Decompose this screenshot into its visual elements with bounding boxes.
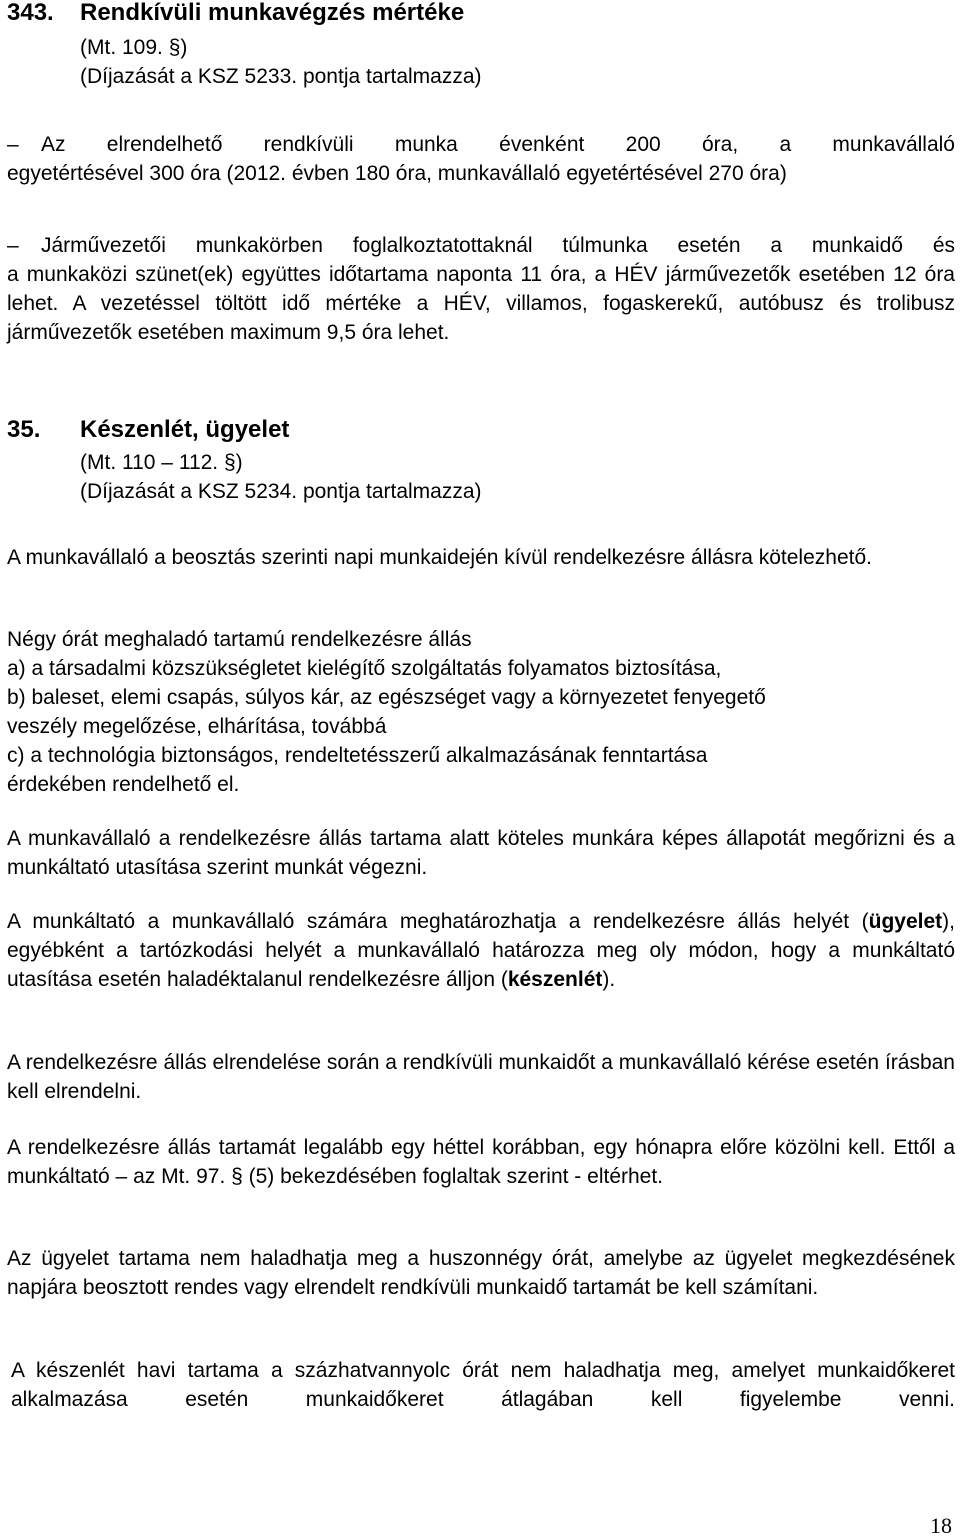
conditions-line: veszély megelőzése, elhárítása, továbbá	[7, 715, 387, 738]
location-text-d: ).	[602, 968, 616, 991]
conditions-line: b) baleset, elemi csapás, súlyos kár, az egészséget vagy a környezetet fenyegető	[7, 686, 766, 709]
section-35-title: Készenlét, ügyelet	[80, 416, 290, 443]
section-343-number: 343.	[7, 0, 54, 26]
section-343-pay-reference: (Díjazását a KSZ 5233. pontja tartalmazza)	[80, 65, 482, 88]
bullet-overtime-limit-line1: Az elrendelhető rendkívüli munka évenként 200 óra, a munkavállaló	[41, 133, 955, 156]
paragraph-duty-duration: Az ügyelet tartama nem haladhatja meg a huszonnégy órát, amelybe az ügyelet megkezdésének napjára beosztott rendes vagy elrendelt rendkívüli munkaidő tartamát be kell számítani.	[7, 1247, 955, 1299]
section-343-title: Rendkívüli munkavégzés mértéke	[80, 0, 465, 26]
paragraph-written-order: A rendelkezésre állás elrendelése során a rendkívüli munkaidőt a munkavállaló kérése esetén írásban kell elrendelni.	[7, 1051, 955, 1103]
bullet-driver-limit-rest: a munkaközi szünet(ek) együttes időtartama naponta 11 óra, a HÉV járművezetők esetében 12 óra lehet. A vezetéssel töltött idő mértéke a HÉV, villamos, fogaskerekű, autóbusz és trolibusz járművezetők esetében maximum 9,5 óra lehet.	[7, 263, 955, 344]
location-text-a: A munkáltató a munkavállaló számára meghatározhatja a rendelkezésre állás helyét (	[7, 910, 869, 933]
bullet-overtime-limit	[7, 130, 955, 188]
paragraph-advance-notice: A rendelkezésre állás tartamát legalább egy héttel korábban, egy hónapra előre közölni kell. Ettől a munkáltató – az Mt. 97. § (5) bekezdésében foglaltak szerint - eltérhet.	[7, 1136, 955, 1188]
term-ugyelet: ügyelet	[868, 910, 943, 933]
page-number: 18	[930, 1513, 952, 1538]
conditions-line: a) a társadalmi közszükségletet kielégítő szolgáltatás folyamatos biztosítása,	[7, 657, 722, 680]
location-text-c: ), egyébként a tartózkodási helyét a munkavállaló határozza meg oly módon, hogy a munkáltató utasítása esetén haladéktalanul rendelkezésre álljon (	[7, 910, 955, 991]
paragraph-standby-conditions	[7, 625, 955, 799]
bullet-overtime-limit-rest: egyetértésével 300 óra (2012. évben 180 óra, munkavállaló egyetértésével 270 óra)	[7, 162, 787, 185]
section-35-pay-reference: (Díjazását a KSZ 5234. pontja tartalmazza)	[80, 480, 482, 503]
section-343-law-reference: (Mt. 109. §)	[80, 36, 188, 59]
section-35-law-reference: (Mt. 110 – 112. §)	[80, 451, 243, 474]
bullet-dash: –	[7, 234, 19, 257]
section-35-number: 35.	[7, 416, 41, 443]
bullet-driver-limit	[7, 231, 955, 347]
monthly-limit-text: A készenlét havi tartama a százhatvannyolc órát nem haladhatja meg, amelyet munkaidőkeret alkalmazása esetén munkaidőkeret átlagában kell figyelembe venni.	[11, 1359, 955, 1411]
paragraph-standby-obligation: A munkavállaló a beosztás szerinti napi munkaidején kívül rendelkezésre állásra kötelezhető.	[7, 546, 872, 569]
bullet-driver-limit-line1: Járművezetői munkakörben foglalkoztatottaknál túlmunka esetén a munkaidő és	[41, 234, 955, 257]
bullet-dash: –	[7, 133, 19, 156]
conditions-line: c) a technológia biztonságos, rendeltetésszerű alkalmazásának fenntartása	[7, 744, 708, 767]
paragraph-standby-monthly-limit	[7, 1356, 955, 1414]
paragraph-standby-location	[7, 907, 955, 994]
conditions-line: Négy órát meghaladó tartamú rendelkezésre állás	[7, 628, 472, 651]
section-343-heading	[7, 0, 464, 27]
paragraph-standby-duty: A munkavállaló a rendelkezésre állás tartama alatt köteles munkára képes állapotát megőrizni és a munkáltató utasítása szerint munkát végezni.	[7, 827, 955, 879]
section-35-heading	[7, 416, 289, 444]
conditions-line: érdekében rendelhető el.	[7, 773, 240, 796]
term-keszenlet: készenlét	[507, 968, 603, 991]
